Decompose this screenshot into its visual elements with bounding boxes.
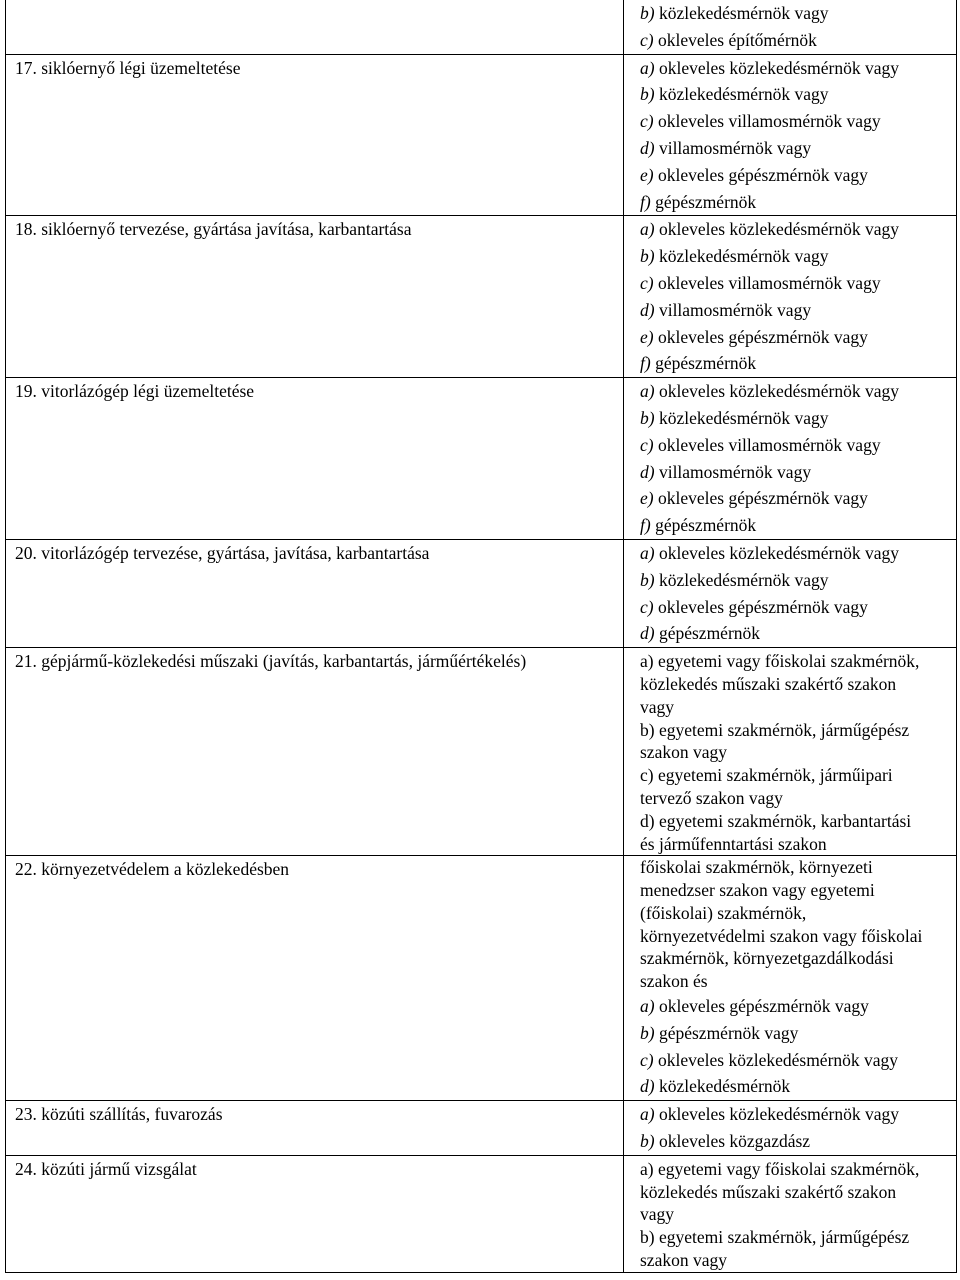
- option-letter: b): [640, 3, 655, 23]
- qualification-option: [640, 485, 952, 512]
- qualification-option: [640, 620, 952, 647]
- option-text: gépészmérnök: [650, 515, 757, 536]
- table-row: [6, 648, 957, 856]
- qualification-line: tervező szakon vagy: [640, 787, 783, 808]
- qualification-option: [640, 432, 952, 459]
- table-row: [6, 378, 957, 540]
- option-text: okleveles villamosmérnök vagy: [653, 434, 881, 455]
- activity-label: környezetvédelem a közlekedésben: [41, 859, 290, 880]
- option-letter: c): [640, 111, 654, 132]
- option-letter: b): [640, 84, 655, 105]
- qualification-cell: [624, 1155, 957, 1272]
- qualification-line: közlekedés műszaki szakértő szakon: [640, 673, 897, 694]
- option-letter: c): [640, 596, 654, 617]
- qualification-line: és járműfenntartási szakon: [640, 833, 827, 854]
- option-letter: f): [640, 191, 651, 212]
- row-number: 23.: [15, 1104, 37, 1125]
- activity-cell: [6, 0, 624, 54]
- option-text: okleveles gépészmérnök vagy: [653, 164, 868, 185]
- option-letter: a): [640, 57, 655, 78]
- qualification-line: b) egyetemi szakmérnök, járműgépész: [640, 719, 910, 740]
- option-text: villamosmérnök vagy: [654, 461, 812, 482]
- option-letter: d): [640, 461, 655, 482]
- qualification-option: [640, 27, 952, 54]
- option-text: okleveles villamosmérnök vagy: [653, 111, 881, 132]
- qualification-option: [640, 0, 952, 27]
- table-row: [6, 54, 957, 216]
- row-number: 21.: [15, 651, 37, 672]
- qualification-option: [640, 1047, 952, 1074]
- option-text: gépészmérnök vagy: [654, 1022, 799, 1043]
- qualification-cell: [624, 856, 957, 1101]
- activity-cell: [6, 378, 624, 540]
- activity-cell: [6, 216, 624, 378]
- option-text: közlekedésmérnök vagy: [654, 246, 829, 267]
- qualification-line: a) egyetemi vagy főiskolai szakmérnök,: [640, 651, 920, 672]
- option-text: közlekedésmérnök vagy: [654, 3, 829, 23]
- activity-label: gépjármű-közlekedési műszaki (javítás, karbantartás, járműértékelés): [41, 651, 527, 672]
- qualification-option: [640, 594, 952, 621]
- option-text: okleveles gépészmérnök vagy: [654, 996, 869, 1017]
- qualification-option: [640, 405, 952, 432]
- table-row: [6, 856, 957, 1101]
- option-text: gépészmérnök: [650, 191, 757, 212]
- qualification-line: szakon vagy: [640, 1250, 727, 1271]
- option-letter: d): [640, 137, 655, 158]
- option-text: közlekedésmérnök vagy: [654, 569, 829, 590]
- option-text: gépészmérnök: [650, 353, 757, 374]
- qualification-cell: [624, 1101, 957, 1156]
- table-body: [6, 0, 957, 1272]
- activity-cell: [6, 54, 624, 216]
- option-letter: d): [640, 1076, 655, 1097]
- qualification-line: vagy: [640, 696, 675, 717]
- table-row: [6, 539, 957, 647]
- qualification-option: [640, 297, 952, 324]
- qualification-table: [5, 0, 957, 1273]
- option-letter: d): [640, 623, 655, 644]
- option-letter: c): [640, 29, 654, 50]
- activity-label: siklóernyő légi üzemeltetése: [41, 57, 241, 78]
- qualification-line: b) egyetemi szakmérnök, járműgépész: [640, 1227, 910, 1248]
- activity-label: siklóernyő tervezése, gyártása javítása, karbantartása: [41, 219, 412, 240]
- option-letter: b): [640, 1131, 655, 1152]
- option-letter: a): [640, 1104, 655, 1125]
- qualification-cell: [624, 54, 957, 216]
- row-number: 18.: [15, 219, 37, 240]
- option-text: közlekedésmérnök: [654, 1076, 791, 1097]
- qualification-option: [640, 350, 952, 377]
- option-text: villamosmérnök vagy: [654, 299, 812, 320]
- qualification-option: [640, 189, 952, 216]
- qualification-option: [640, 540, 952, 567]
- qualification-cell: [624, 0, 957, 54]
- activity-label: vitorlázógép tervezése, gyártása, javítása, karbantartása: [41, 542, 430, 563]
- option-text: okleveles közlekedésmérnök vagy: [654, 57, 900, 78]
- qualification-line: a) egyetemi vagy főiskolai szakmérnök,: [640, 1158, 920, 1179]
- option-text: okleveles gépészmérnök vagy: [653, 596, 868, 617]
- option-text: gépészmérnök: [654, 623, 761, 644]
- option-text: okleveles közlekedésmérnök vagy: [654, 219, 900, 240]
- qualification-option: [640, 993, 952, 1020]
- option-text: okleveles gépészmérnök vagy: [653, 488, 868, 509]
- qualification-line: c) egyetemi szakmérnök, járműipari: [640, 765, 893, 786]
- table-row: [6, 0, 957, 54]
- qualification-intro-line: környezetvédelmi szakon vagy főiskolai: [640, 925, 923, 946]
- qualification-intro-line: főiskolai szakmérnök, környezeti: [640, 857, 873, 878]
- option-letter: e): [640, 488, 654, 509]
- qualification-option: [640, 567, 952, 594]
- qualification-intro-line: szakmérnök, környezetgazdálkodási: [640, 948, 894, 969]
- row-number: 22.: [15, 859, 37, 880]
- option-letter: f): [640, 353, 651, 374]
- option-letter: e): [640, 164, 654, 185]
- activity-label: közúti jármű vizsgálat: [41, 1158, 197, 1179]
- qualification-option: [640, 459, 952, 486]
- option-letter: a): [640, 219, 655, 240]
- qualification-option: [640, 216, 952, 243]
- qualification-cell: [624, 648, 957, 856]
- option-letter: a): [640, 542, 655, 563]
- qualification-cell: [624, 216, 957, 378]
- option-letter: b): [640, 246, 655, 267]
- qualification-option: [640, 1020, 952, 1047]
- row-number: 17.: [15, 57, 37, 78]
- activity-cell: [6, 856, 624, 1101]
- option-text: okleveles közlekedésmérnök vagy: [654, 542, 900, 563]
- option-text: közlekedésmérnök vagy: [654, 407, 829, 428]
- qualification-option: [640, 243, 952, 270]
- row-number: 20.: [15, 542, 37, 563]
- option-text: okleveles közlekedésmérnök vagy: [654, 1104, 900, 1125]
- row-number: 24.: [15, 1158, 37, 1179]
- option-text: közlekedésmérnök vagy: [654, 84, 829, 105]
- table-row: [6, 1155, 957, 1272]
- option-text: okleveles építőmérnök: [653, 29, 817, 50]
- qualification-option: [640, 108, 952, 135]
- qualification-option: [640, 1101, 952, 1128]
- option-letter: e): [640, 326, 654, 347]
- qualification-option: [640, 55, 952, 82]
- option-letter: a): [640, 381, 655, 402]
- row-number: 19.: [15, 381, 37, 402]
- qualification-cell: [624, 539, 957, 647]
- qualification-intro-line: szakon és: [640, 971, 708, 992]
- qualification-line: közlekedés műszaki szakértő szakon: [640, 1181, 897, 1202]
- option-text: okleveles közgazdász: [654, 1131, 811, 1152]
- qualification-intro-line: menedzser szakon vagy egyetemi: [640, 880, 875, 901]
- activity-label: vitorlázógép légi üzemeltetése: [41, 381, 255, 402]
- activity-cell: [6, 1155, 624, 1272]
- option-text: villamosmérnök vagy: [654, 137, 812, 158]
- option-text: okleveles közlekedésmérnök vagy: [653, 1049, 899, 1070]
- qualification-option: [640, 378, 952, 405]
- option-letter: c): [640, 272, 654, 293]
- option-text: okleveles közlekedésmérnök vagy: [654, 381, 900, 402]
- table-row: [6, 1101, 957, 1156]
- qualification-option: [640, 270, 952, 297]
- option-letter: b): [640, 569, 655, 590]
- activity-cell: [6, 1101, 624, 1156]
- option-letter: a): [640, 996, 655, 1017]
- qualification-line: d) egyetemi szakmérnök, karbantartási: [640, 810, 912, 831]
- qualification-option: [640, 81, 952, 108]
- qualification-option: [640, 512, 952, 539]
- option-letter: b): [640, 407, 655, 428]
- table-row: [6, 216, 957, 378]
- option-letter: d): [640, 299, 655, 320]
- option-text: okleveles gépészmérnök vagy: [653, 326, 868, 347]
- activity-label: közúti szállítás, fuvarozás: [41, 1104, 223, 1125]
- option-letter: c): [640, 434, 654, 455]
- qualification-option: [640, 324, 952, 351]
- option-letter: b): [640, 1022, 655, 1043]
- qualification-option: [640, 1073, 952, 1100]
- option-letter: f): [640, 515, 651, 536]
- activity-cell: [6, 648, 624, 856]
- qualification-intro-line: (főiskolai) szakmérnök,: [640, 902, 807, 923]
- qualification-line: vagy: [640, 1204, 675, 1225]
- activity-cell: [6, 539, 624, 647]
- qualification-line: szakon vagy: [640, 742, 727, 763]
- qualification-option: [640, 1128, 952, 1155]
- qualification-cell: [624, 378, 957, 540]
- option-letter: c): [640, 1049, 654, 1070]
- qualification-option: [640, 135, 952, 162]
- option-text: okleveles villamosmérnök vagy: [653, 272, 881, 293]
- qualification-option: [640, 162, 952, 189]
